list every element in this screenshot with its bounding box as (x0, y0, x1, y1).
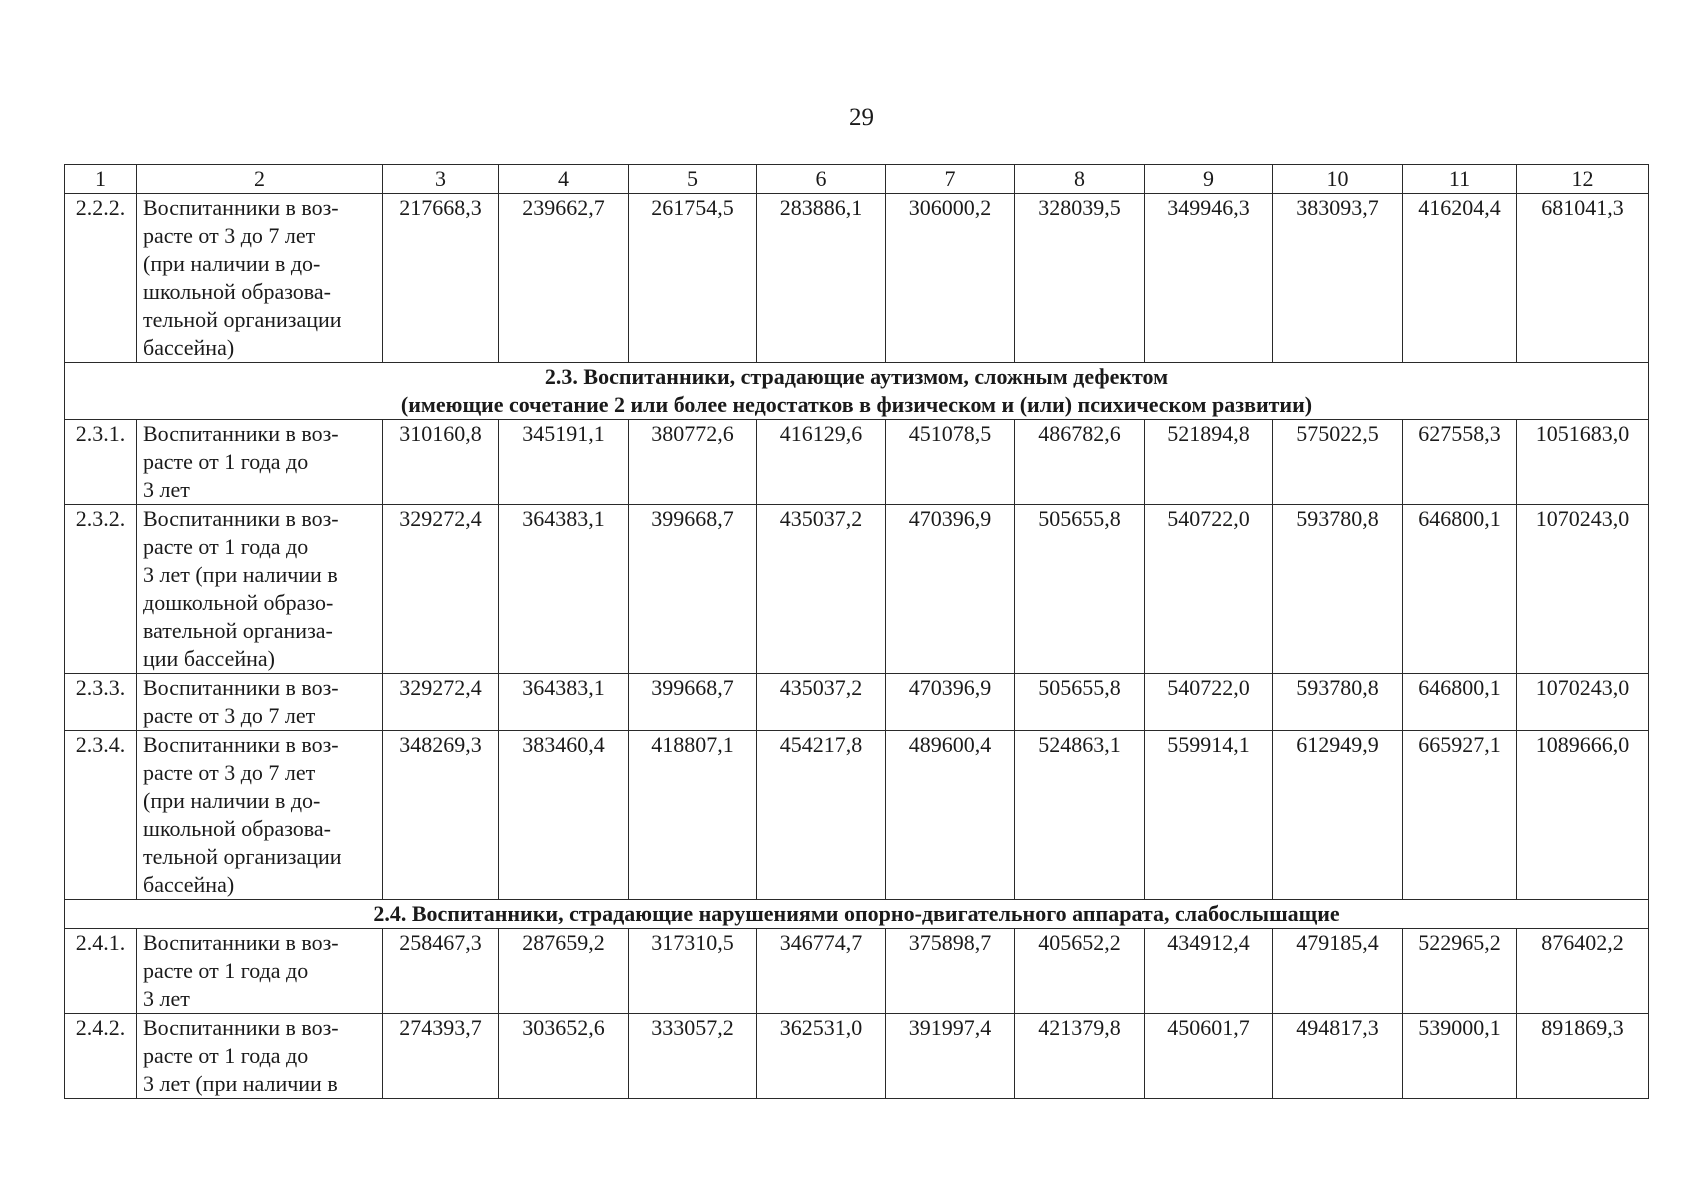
column-number-cell: 4 (499, 165, 629, 194)
value-cell: 375898,7 (886, 929, 1015, 1014)
row-code: 2.3.2. (65, 505, 137, 674)
value-cell: 306000,2 (886, 194, 1015, 363)
value-cell: 239662,7 (499, 194, 629, 363)
value-cell: 1070243,0 (1517, 674, 1649, 731)
row-description (137, 420, 383, 505)
value-cell: 450601,7 (1145, 1014, 1273, 1099)
section-header-row (65, 363, 1649, 420)
column-number-cell: 5 (629, 165, 757, 194)
value-cell: 612949,9 (1273, 731, 1403, 900)
value-cell: 451078,5 (886, 420, 1015, 505)
value-cell: 274393,7 (383, 1014, 499, 1099)
row-description-line: расте от 1 года до (143, 534, 309, 559)
value-cell: 328039,5 (1015, 194, 1145, 363)
value-cell: 470396,9 (886, 505, 1015, 674)
value-cell: 362531,0 (757, 1014, 886, 1099)
value-cell: 489600,4 (886, 731, 1015, 900)
section-title-line: 2.3. Воспитанники, страдающие аутизмом, сложным дефектом (544, 364, 1169, 389)
column-number-cell: 9 (1145, 165, 1273, 194)
row-code: 2.4.1. (65, 929, 137, 1014)
value-cell: 435037,2 (757, 505, 886, 674)
value-cell: 593780,8 (1273, 505, 1403, 674)
row-description-line: Воспитанники в воз- (143, 675, 339, 700)
value-cell: 329272,4 (383, 674, 499, 731)
value-cell: 454217,8 (757, 731, 886, 900)
row-description-line: Воспитанники в воз- (143, 1015, 339, 1040)
value-cell: 524863,1 (1015, 731, 1145, 900)
value-cell: 310160,8 (383, 420, 499, 505)
row-description (137, 929, 383, 1014)
value-cell: 522965,2 (1403, 929, 1517, 1014)
row-description-line: тельной организации (143, 307, 342, 332)
value-cell: 486782,6 (1015, 420, 1145, 505)
table-row (65, 929, 1649, 1014)
row-description-line: бассейна) (143, 872, 235, 897)
column-number-row (65, 165, 1649, 194)
value-cell: 399668,7 (629, 674, 757, 731)
row-description-line: расте от 3 до 7 лет (143, 703, 316, 728)
value-cell: 399668,7 (629, 505, 757, 674)
section-header-row (65, 900, 1649, 929)
row-code: 2.3.3. (65, 674, 137, 731)
value-cell: 575022,5 (1273, 420, 1403, 505)
value-cell: 261754,5 (629, 194, 757, 363)
row-description-line: 3 лет (143, 477, 190, 502)
value-cell: 383460,4 (499, 731, 629, 900)
value-cell: 317310,5 (629, 929, 757, 1014)
value-cell: 1051683,0 (1517, 420, 1649, 505)
value-cell: 391997,4 (886, 1014, 1015, 1099)
value-cell: 681041,3 (1517, 194, 1649, 363)
row-description-line: расте от 1 года до (143, 958, 309, 983)
column-number-cell: 11 (1403, 165, 1517, 194)
row-code: 2.4.2. (65, 1014, 137, 1099)
section-title (65, 363, 1649, 420)
row-code: 2.3.4. (65, 731, 137, 900)
table-row (65, 194, 1649, 363)
section-title-line: 2.4. Воспитанники, страдающие нарушениями опорно-двигательного аппарата, слабослышащие (373, 901, 1340, 926)
row-description-line: 3 лет (при наличии в (143, 1071, 338, 1096)
row-description-line: расте от 1 года до (143, 1043, 309, 1068)
value-cell: 303652,6 (499, 1014, 629, 1099)
value-cell: 418807,1 (629, 731, 757, 900)
value-cell: 665927,1 (1403, 731, 1517, 900)
value-cell: 405652,2 (1015, 929, 1145, 1014)
value-cell: 258467,3 (383, 929, 499, 1014)
section-title (65, 900, 1649, 929)
row-description-line: (при наличии в до- (143, 251, 321, 276)
value-cell: 593780,8 (1273, 674, 1403, 731)
value-cell: 421379,8 (1015, 1014, 1145, 1099)
row-description-line: вательной организа- (143, 618, 333, 643)
column-number-cell: 1 (65, 165, 137, 194)
value-cell: 434912,4 (1145, 929, 1273, 1014)
value-cell: 333057,2 (629, 1014, 757, 1099)
value-cell: 346774,7 (757, 929, 886, 1014)
value-cell: 470396,9 (886, 674, 1015, 731)
value-cell: 505655,8 (1015, 505, 1145, 674)
value-cell: 345191,1 (499, 420, 629, 505)
page-number: 29 (849, 104, 874, 131)
row-description (137, 674, 383, 731)
tariff-table (64, 164, 1649, 1099)
value-cell: 1070243,0 (1517, 505, 1649, 674)
value-cell: 364383,1 (499, 674, 629, 731)
value-cell: 539000,1 (1403, 1014, 1517, 1099)
row-code: 2.3.1. (65, 420, 137, 505)
value-cell: 505655,8 (1015, 674, 1145, 731)
row-description-line: расте от 3 до 7 лет (143, 760, 316, 785)
column-number-cell: 7 (886, 165, 1015, 194)
row-description-line: Воспитанники в воз- (143, 506, 339, 531)
value-cell: 416129,6 (757, 420, 886, 505)
value-cell: 380772,6 (629, 420, 757, 505)
value-cell: 540722,0 (1145, 505, 1273, 674)
row-description-line: ции бассейна) (143, 646, 275, 671)
value-cell: 435037,2 (757, 674, 886, 731)
value-cell: 479185,4 (1273, 929, 1403, 1014)
row-description-line: Воспитанники в воз- (143, 930, 339, 955)
value-cell: 521894,8 (1145, 420, 1273, 505)
row-description (137, 1014, 383, 1099)
value-cell: 891869,3 (1517, 1014, 1649, 1099)
value-cell: 348269,3 (383, 731, 499, 900)
value-cell: 416204,4 (1403, 194, 1517, 363)
value-cell: 287659,2 (499, 929, 629, 1014)
column-number-cell: 12 (1517, 165, 1649, 194)
row-description-line: бассейна) (143, 335, 235, 360)
row-description-line: 3 лет (при наличии в (143, 562, 338, 587)
column-number-cell: 3 (383, 165, 499, 194)
row-description (137, 194, 383, 363)
value-cell: 217668,3 (383, 194, 499, 363)
value-cell: 646800,1 (1403, 674, 1517, 731)
column-number-cell: 2 (137, 165, 383, 194)
row-description-line: школьной образова- (143, 279, 331, 304)
value-cell: 540722,0 (1145, 674, 1273, 731)
value-cell: 364383,1 (499, 505, 629, 674)
table-row (65, 1014, 1649, 1099)
row-description-line: тельной организации (143, 844, 342, 869)
value-cell: 283886,1 (757, 194, 886, 363)
value-cell: 646800,1 (1403, 505, 1517, 674)
row-description-line: (при наличии в до- (143, 788, 321, 813)
column-number-cell: 8 (1015, 165, 1145, 194)
value-cell: 1089666,0 (1517, 731, 1649, 900)
row-description-line: расте от 3 до 7 лет (143, 223, 316, 248)
row-description-line: Воспитанники в воз- (143, 732, 339, 757)
row-description-line: школьной образова- (143, 816, 331, 841)
section-title-line: (имеющие сочетание 2 или более недостатков в физическом и (или) психическом развитии) (400, 392, 1313, 417)
row-code: 2.2.2. (65, 194, 137, 363)
value-cell: 383093,7 (1273, 194, 1403, 363)
column-number-cell: 6 (757, 165, 886, 194)
value-cell: 627558,3 (1403, 420, 1517, 505)
table-row (65, 731, 1649, 900)
value-cell: 329272,4 (383, 505, 499, 674)
value-cell: 559914,1 (1145, 731, 1273, 900)
table-body (65, 165, 1649, 1099)
value-cell: 876402,2 (1517, 929, 1649, 1014)
table-row (65, 505, 1649, 674)
row-description-line: дошкольной образо- (143, 590, 334, 615)
row-description (137, 731, 383, 900)
column-number-cell: 10 (1273, 165, 1403, 194)
table-row (65, 674, 1649, 731)
row-description-line: Воспитанники в воз- (143, 421, 339, 446)
row-description-line: Воспитанники в воз- (143, 195, 339, 220)
row-description-line: 3 лет (143, 986, 190, 1011)
value-cell: 494817,3 (1273, 1014, 1403, 1099)
value-cell: 349946,3 (1145, 194, 1273, 363)
table-row (65, 420, 1649, 505)
row-description-line: расте от 1 года до (143, 449, 309, 474)
row-description (137, 505, 383, 674)
